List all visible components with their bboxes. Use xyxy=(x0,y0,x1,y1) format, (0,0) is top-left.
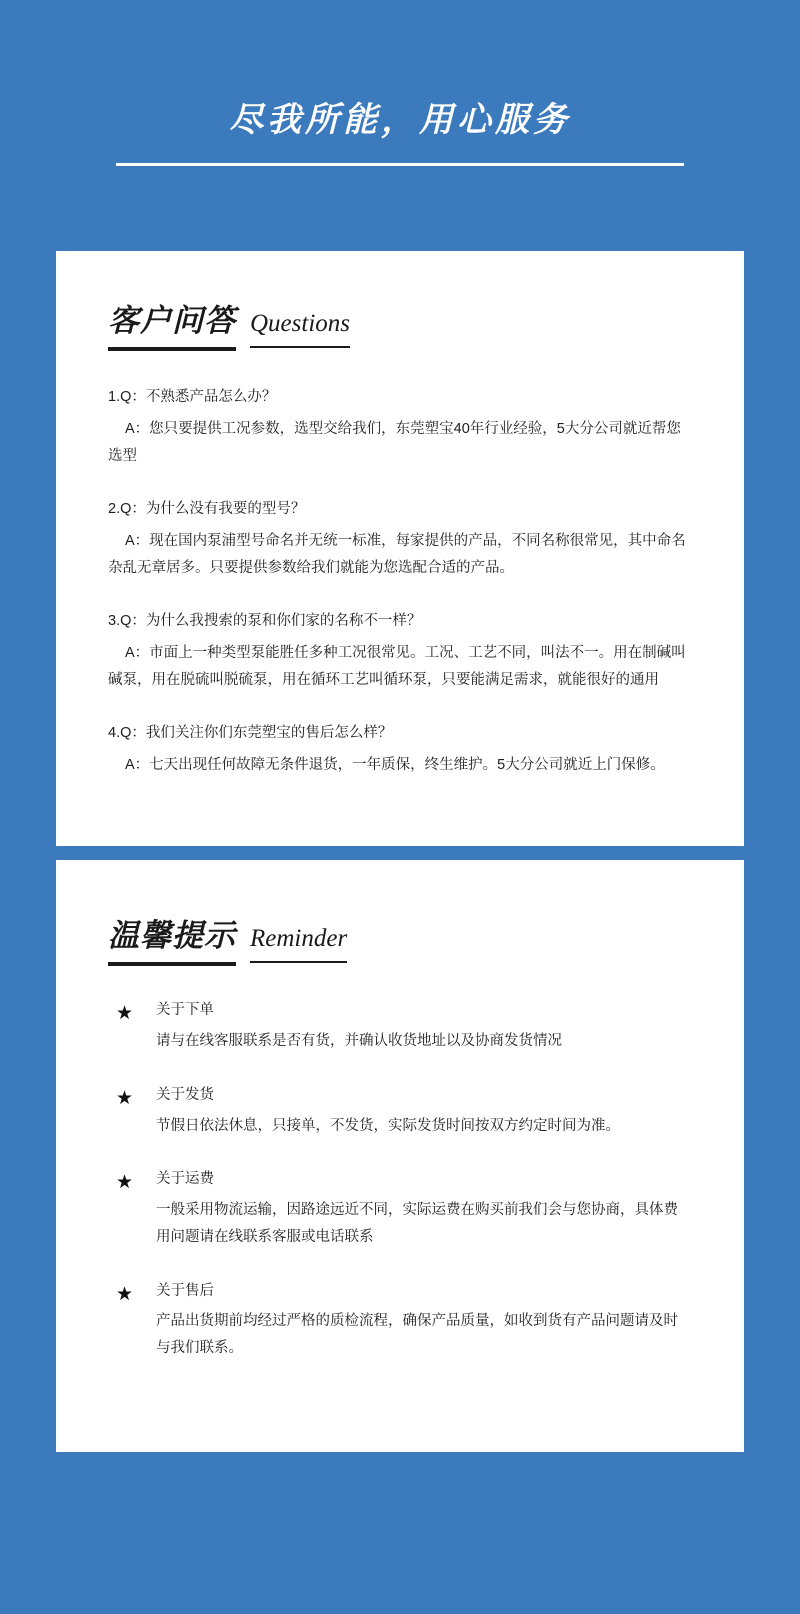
list-item-text: 一般采用物流运输，因路途远近不同，实际运费在购买前我们会与您协商，具体费用问题请在线联系客服或电话联系 xyxy=(156,1202,678,1245)
qa-item xyxy=(108,721,692,779)
reminder-card xyxy=(56,860,744,1452)
qa-question: 1.Q：不熟悉产品怎么办？ xyxy=(108,389,277,405)
star-icon: ★ xyxy=(116,1003,134,1025)
questions-title-en: Questions xyxy=(250,310,350,348)
star-icon: ★ xyxy=(116,1283,134,1305)
qa-item xyxy=(108,609,692,694)
list-item-title: 关于发货 xyxy=(156,1086,214,1103)
reminder-heading xyxy=(108,910,692,966)
qa-answer: A：七天出现任何故障无条件退货，一年质保，终生维护。5大分公司就近上门保修。 xyxy=(125,757,665,774)
reminder-title-en: Reminder xyxy=(250,925,347,963)
qa-question: 4.Q：我们关注你们东莞塑宝的售后怎么样？ xyxy=(108,725,393,741)
questions-card xyxy=(56,251,744,846)
list-item xyxy=(108,1085,692,1140)
star-icon: ★ xyxy=(116,1087,134,1109)
list-item-title: 关于售后 xyxy=(156,1282,214,1299)
list-item-title: 关于运费 xyxy=(156,1171,214,1188)
list-item-title: 关于下单 xyxy=(156,1002,214,1019)
list-item-text: 请与在线客服联系是否有货，并确认收货地址以及协商发货情况 xyxy=(156,1032,562,1049)
list-item xyxy=(108,1000,692,1055)
reminder-title-cn: 温馨提示 xyxy=(108,910,236,966)
banner xyxy=(0,0,800,166)
star-icon: ★ xyxy=(116,1172,134,1194)
list-item-text: 节假日依法休息，只接单，不发货，实际发货时间按双方约定时间为准。 xyxy=(156,1117,620,1134)
qa-answer: A：市面上一种类型泵能胜任多种工况很常见。工况、工艺不同，叫法不一。用在制碱叫碱泵，用在脱硫叫脱硫泵，用在循环工艺叫循环泵，只要能满足需求，就能很好的通用 xyxy=(108,645,686,689)
banner-divider xyxy=(116,163,684,166)
qa-item xyxy=(108,385,692,470)
list-item xyxy=(108,1281,692,1362)
list-item-text: 产品出货期前均经过严格的质检流程，确保产品质量，如收到货有产品问题请及时与我们联系。 xyxy=(156,1313,678,1357)
banner-title: 尽我所能，用心服务 xyxy=(229,101,571,139)
questions-title-cn: 客户问答 xyxy=(108,295,236,351)
list-item-body xyxy=(156,1000,692,1055)
list-item-body xyxy=(156,1281,692,1362)
list-item xyxy=(108,1169,692,1250)
qa-answer: A：现在国内泵浦型号命名并无统一标准，每家提供的产品，不同名称很常见，其中命名杂乱无章居多。只要提供参数给我们就能为您选配合适的产品。 xyxy=(108,533,686,577)
qa-answer: A：您只要提供工况参数，选型交给我们，东莞塑宝40年行业经验，5大分公司就近帮您选型 xyxy=(108,421,681,465)
qa-question: 3.Q：为什么我搜索的泵和你们家的名称不一样？ xyxy=(108,613,422,629)
list-item-body xyxy=(156,1085,692,1140)
questions-heading xyxy=(108,295,692,351)
qa-item xyxy=(108,497,692,582)
qa-question: 2.Q：为什么没有我要的型号？ xyxy=(108,501,306,517)
list-item-body xyxy=(156,1169,692,1250)
